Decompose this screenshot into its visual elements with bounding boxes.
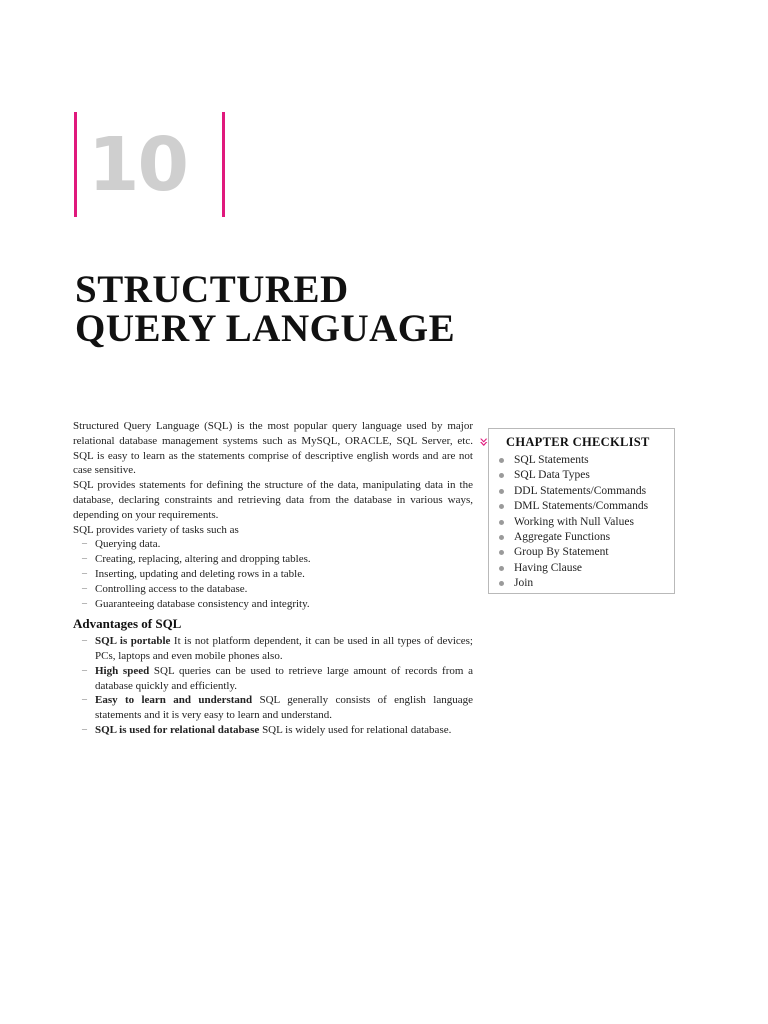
checklist-item [497, 468, 648, 483]
checklist-item [497, 499, 648, 514]
body-column [73, 419, 473, 738]
list-item [73, 634, 473, 664]
dash-bullet-icon: – [82, 694, 87, 706]
dash-bullet-icon: – [82, 538, 87, 550]
dash-bullet-icon: – [82, 723, 87, 735]
advantages-list [73, 634, 473, 738]
dash-bullet-icon: – [82, 664, 87, 676]
intro-paragraph-2: SQL provides statements for defining the structure of the data, manipulating data in the database, declaring constraints and retrieving data from the database in various ways, depending on your requirements. [73, 479, 473, 521]
checklist-item [497, 576, 648, 591]
dash-bullet-icon: – [82, 582, 87, 594]
list-item [73, 597, 473, 612]
advantage-text: SQL queries can be used to retrieve large amount of records from a database quickly and efficiently. [95, 664, 473, 692]
checklist-list [497, 453, 648, 592]
list-item-text: Guaranteeing database consistency and integrity. [95, 597, 310, 610]
list-item [73, 537, 473, 552]
checklist-item-label: SQL Data Types [514, 469, 590, 482]
intro-paragraph-1: Structured Query Language (SQL) is the most popular query language used by major relational database management systems such as MySQL, ORACLE, SQL Server, etc. SQL is easy to learn as the statements comprise of descriptive english words and are not case sensitive. [73, 420, 473, 477]
list-item [73, 693, 473, 723]
advantage-text: SQL is widely used for relational database. [259, 723, 452, 736]
checklist-item [497, 515, 648, 530]
dash-bullet-icon: – [82, 553, 87, 565]
bullet-dot-icon [499, 535, 504, 540]
advantage-lead: SQL is used for relational database [95, 723, 260, 736]
chapter-title-line1: STRUCTURED [75, 268, 349, 311]
list-item [73, 567, 473, 582]
checklist-item-label: DML Statements/Commands [514, 500, 649, 513]
bullet-dot-icon [499, 458, 504, 463]
advantage-lead: SQL is portable [95, 635, 171, 648]
dash-bullet-icon: – [82, 567, 87, 579]
checklist-item-label: DDL Statements/Commands [514, 484, 647, 497]
advantage-text: It is not platform dependent, it can be used in all types of devices; PCs, laptops and even mobile phones also. [95, 635, 473, 662]
checklist-item [497, 453, 648, 468]
checklist-item [497, 561, 648, 576]
checklist-item-label: Working with Null Values [514, 515, 634, 528]
chapter-number: 10 [88, 122, 187, 208]
list-item [73, 552, 473, 567]
tasks-list [73, 537, 473, 611]
checklist-item-label: Group By Statement [514, 546, 609, 559]
bullet-dot-icon [499, 581, 504, 586]
list-item-text: Controlling access to the database. [95, 582, 248, 595]
checklist-item-label: Join [514, 577, 534, 590]
checklist-item-label: Having Clause [514, 561, 583, 574]
bullet-dot-icon [499, 566, 504, 571]
advantage-lead: High speed [95, 664, 150, 677]
list-item-text: Creating, replacing, altering and dropping tables. [95, 553, 311, 566]
bullet-dot-icon [499, 489, 504, 494]
chapter-checklist-box [474, 428, 675, 594]
bullet-dot-icon [499, 504, 504, 509]
list-item [73, 582, 473, 597]
list-item-text: Querying data. [95, 538, 161, 551]
checklist-title: CHAPTER CHECKLIST [506, 435, 650, 449]
intro-paragraph-3: SQL provides variety of tasks such as [73, 523, 239, 536]
checklist-item [497, 484, 648, 499]
list-item [73, 723, 473, 738]
chapter-bar-right [222, 112, 225, 217]
chapter-title-line2: QUERY LANGUAGE [75, 307, 456, 350]
chapter-bar-left [74, 112, 77, 217]
advantage-text: SQL generally consists of english language statements and it is very easy to learn and understand. [95, 694, 473, 722]
bullet-dot-icon [499, 473, 504, 478]
dash-bullet-icon: – [82, 635, 87, 647]
list-item [73, 664, 473, 694]
dash-bullet-icon: – [82, 597, 87, 609]
bullet-dot-icon [499, 550, 504, 555]
checklist-item [497, 545, 648, 560]
advantages-heading: Advantages of SQL [73, 616, 182, 632]
checklist-item-label: Aggregate Functions [514, 531, 611, 544]
checklist-item [497, 530, 648, 545]
checklist-item-label: SQL Statements [514, 454, 589, 466]
chapter-title [75, 270, 455, 348]
double-chevron-icon: » [474, 437, 494, 447]
bullet-dot-icon [499, 520, 504, 525]
list-item-text: Inserting, updating and deleting rows in a table. [95, 567, 305, 580]
advantage-lead: Easy to learn and understand [95, 694, 253, 707]
